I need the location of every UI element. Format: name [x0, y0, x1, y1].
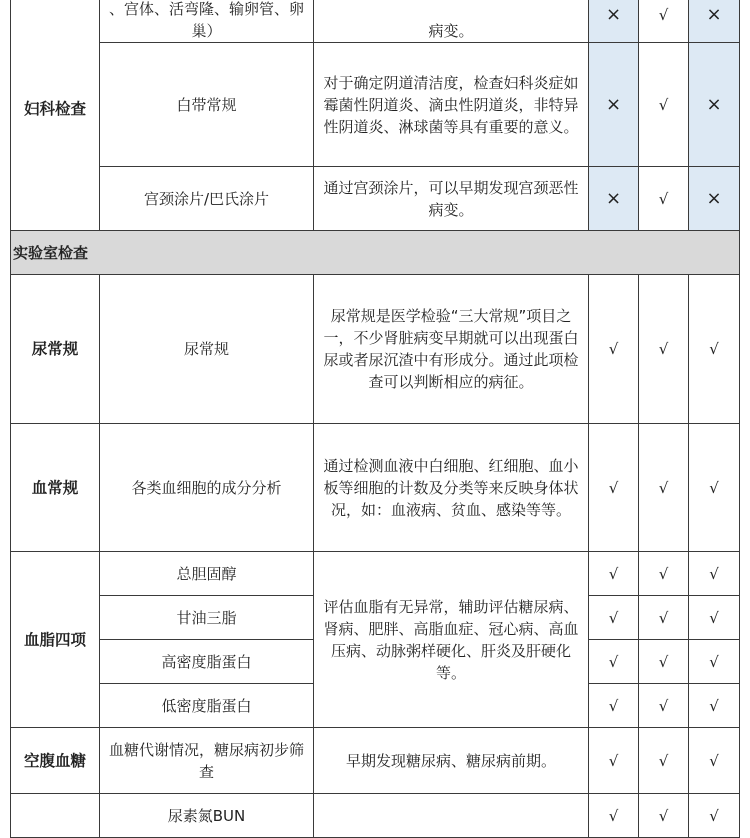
- mark-cell: √: [639, 424, 689, 552]
- table-row: [11, 424, 740, 552]
- category-cell: 尿常规: [11, 275, 100, 424]
- section-title: 实验室检查: [11, 231, 740, 275]
- description-cell: 评估血脂有无异常，辅助评估糖尿病、肾病、肥胖、高脂血症、冠心病、高血压病、动脉粥样硬化、肝炎及肝硬化等。: [314, 552, 589, 728]
- mark-cell: √: [639, 728, 689, 794]
- mark-cell: ×: [689, 167, 740, 231]
- mark-cell: √: [639, 596, 689, 640]
- mark-cell: ×: [589, 43, 639, 167]
- category-cell: 空腹血糖: [11, 728, 100, 794]
- mark-cell: √: [689, 640, 740, 684]
- mark-cell: √: [639, 684, 689, 728]
- item-cell: 各类血细胞的成分分析: [100, 424, 314, 552]
- mark-cell: √: [589, 794, 639, 838]
- item-cell: 白带常规: [100, 43, 314, 167]
- mark-cell: √: [639, 43, 689, 167]
- table-row: [11, 275, 740, 424]
- description-cell: [314, 794, 589, 838]
- mark-cell: √: [689, 684, 740, 728]
- item-cell: 低密度脂蛋白: [100, 684, 314, 728]
- mark-cell: √: [689, 275, 740, 424]
- table-row: [11, 794, 740, 838]
- mark-cell: √: [639, 640, 689, 684]
- description-cell: 早期发现糖尿病、糖尿病前期。: [314, 728, 589, 794]
- item-cell: 血糖代谢情况，糖尿病初步筛查: [100, 728, 314, 794]
- mark-cell: ×: [689, 0, 740, 43]
- mark-cell: √: [689, 552, 740, 596]
- mark-cell: √: [589, 596, 639, 640]
- item-cell: 尿素氮BUN: [100, 794, 314, 838]
- table-row: [11, 0, 740, 43]
- mark-cell: ×: [589, 0, 639, 43]
- category-cell: 血常规: [11, 424, 100, 552]
- mark-cell: √: [639, 167, 689, 231]
- mark-cell: √: [639, 275, 689, 424]
- description-cell: 通过检测血液中白细胞、红细胞、血小板等细胞的计数及分类等来反映身体状况，如：血液病、贫血、感染等等。: [314, 424, 589, 552]
- table-row: [11, 167, 740, 231]
- mark-cell: ×: [589, 167, 639, 231]
- category-cell: 妇科检查: [11, 0, 100, 231]
- mark-cell: √: [689, 596, 740, 640]
- mark-cell: √: [589, 684, 639, 728]
- mark-cell: √: [589, 424, 639, 552]
- section-header-row: [11, 231, 740, 275]
- mark-cell: √: [689, 728, 740, 794]
- table-row: [11, 552, 740, 596]
- description-cell: 尿常规是医学检验“三大常规”项目之一，不少肾脏病变早期就可以出现蛋白尿或者尿沉渣中有形成分。通过此项检查可以判断相应的病征。: [314, 275, 589, 424]
- mark-cell: √: [639, 0, 689, 43]
- mark-cell: √: [589, 275, 639, 424]
- mark-cell: √: [639, 552, 689, 596]
- item-cell: 宫颈涂片/巴氏涂片: [100, 167, 314, 231]
- item-cell: 高密度脂蛋白: [100, 640, 314, 684]
- mark-cell: √: [689, 424, 740, 552]
- mark-cell: √: [589, 552, 639, 596]
- description-cell: 病变。: [314, 0, 589, 43]
- item-cell: 总胆固醇: [100, 552, 314, 596]
- mark-cell: √: [589, 640, 639, 684]
- description-cell: 对于确定阴道清洁度，检查妇科炎症如霉菌性阴道炎、滴虫性阴道炎，非特异性阴道炎、淋球菌等具有重要的意义。: [314, 43, 589, 167]
- description-cell: 通过宫颈涂片，可以早期发现宫颈恶性病变。: [314, 167, 589, 231]
- category-cell: [11, 794, 100, 838]
- item-cell: 、宫体、活弯隆、输卵管、卵巢）: [100, 0, 314, 43]
- item-cell: 尿常规: [100, 275, 314, 424]
- mark-cell: √: [689, 794, 740, 838]
- category-cell: 血脂四项: [11, 552, 100, 728]
- table-row: [11, 728, 740, 794]
- item-cell: 甘油三脂: [100, 596, 314, 640]
- exam-table: [10, 0, 740, 838]
- mark-cell: √: [639, 794, 689, 838]
- table-row: [11, 43, 740, 167]
- exam-table-container: [10, 0, 739, 838]
- mark-cell: ×: [689, 43, 740, 167]
- mark-cell: √: [589, 728, 639, 794]
